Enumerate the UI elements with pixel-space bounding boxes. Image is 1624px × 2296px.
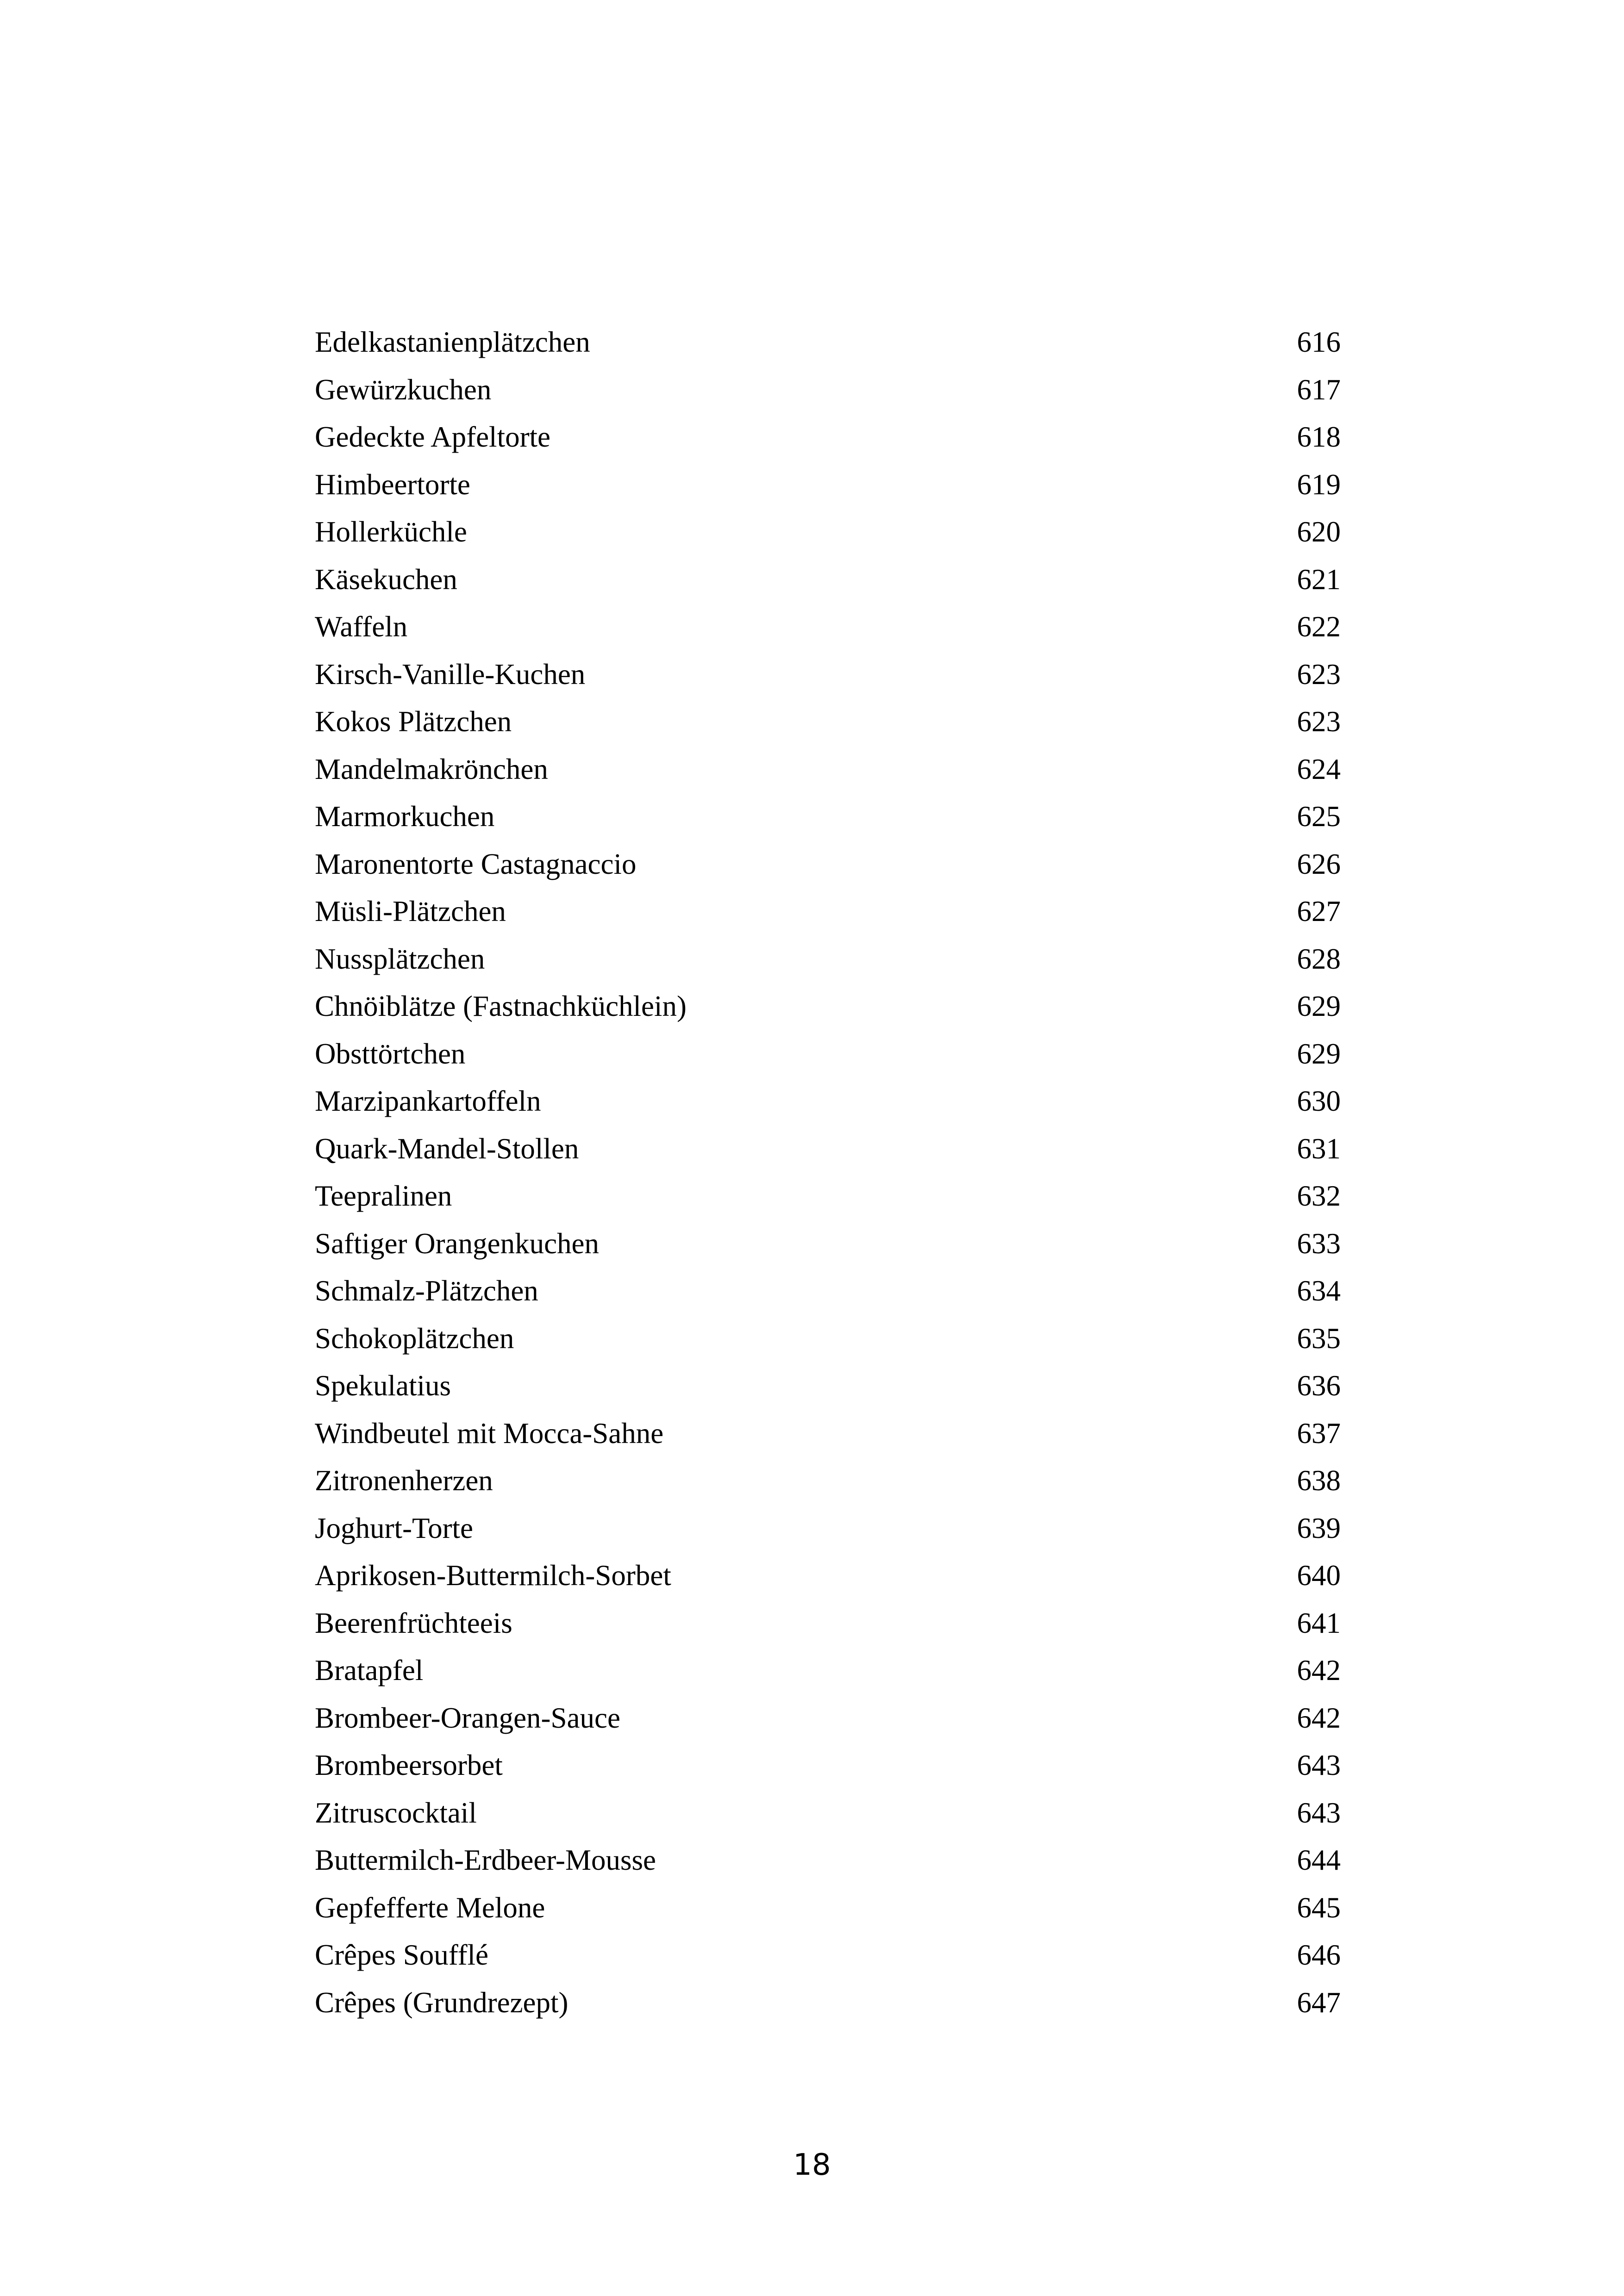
toc-entry-title: Gedeckte Apfeltorte: [315, 421, 551, 453]
toc-entry-page: 617: [1297, 373, 1341, 406]
toc-entry-title: Aprikosen-Buttermilch-Sorbet: [315, 1559, 671, 1592]
toc-entry-title: Käsekuchen: [315, 563, 457, 596]
toc-entry: [315, 1030, 1341, 1078]
toc-entry-page: 638: [1297, 1464, 1341, 1497]
toc-entry-title: Maronentorte Castagnaccio: [315, 847, 637, 880]
toc-entry-page: 645: [1297, 1891, 1341, 1924]
toc-entry-title: Quark-Mandel-Stollen: [315, 1132, 579, 1165]
toc-entry: [315, 366, 1341, 414]
toc-entry: [315, 1931, 1341, 1979]
toc-entry: [315, 1267, 1341, 1315]
toc-entry-page: 643: [1297, 1796, 1341, 1829]
toc-entry-page: 629: [1297, 990, 1341, 1022]
toc-entry-title: Waffeln: [315, 610, 408, 643]
toc-entry: [315, 793, 1341, 840]
toc-entry-page: 644: [1297, 1844, 1341, 1876]
toc-entry: [315, 1315, 1341, 1363]
table-of-contents: [315, 318, 1341, 2026]
toc-entry-page: 632: [1297, 1180, 1341, 1212]
toc-entry-page: 635: [1297, 1322, 1341, 1355]
toc-entry-page: 636: [1297, 1369, 1341, 1402]
toc-entry-page: 623: [1297, 658, 1341, 691]
toc-entry-title: Windbeutel mit Mocca-Sahne: [315, 1417, 664, 1450]
toc-entry-title: Kirsch-Vanille-Kuchen: [315, 658, 586, 691]
toc-entry-title: Kokos Plätzchen: [315, 705, 512, 738]
toc-entry-page: 618: [1297, 421, 1341, 453]
toc-entry: [315, 1362, 1341, 1410]
toc-entry: [315, 413, 1341, 461]
toc-entry: [315, 556, 1341, 604]
toc-entry-page: 642: [1297, 1654, 1341, 1686]
toc-entry-title: Zitruscocktail: [315, 1796, 477, 1829]
toc-entry-page: 616: [1297, 326, 1341, 358]
toc-entry: [315, 318, 1341, 366]
toc-entry-page: 625: [1297, 800, 1341, 833]
toc-entry-title: Buttermilch-Erdbeer-Mousse: [315, 1844, 656, 1876]
toc-entry: [315, 1979, 1341, 2027]
toc-entry-title: Zitronenherzen: [315, 1464, 493, 1497]
toc-entry: [315, 1077, 1341, 1125]
toc-entry-page: 627: [1297, 895, 1341, 927]
toc-entry-page: 643: [1297, 1749, 1341, 1781]
toc-entry-page: 642: [1297, 1701, 1341, 1734]
toc-entry-title: Brombeer-Orangen-Sauce: [315, 1701, 620, 1734]
toc-entry: [315, 1172, 1341, 1220]
toc-entry-page: 634: [1297, 1275, 1341, 1307]
toc-entry-page: 620: [1297, 516, 1341, 548]
toc-entry-title: Mandelmakrönchen: [315, 753, 548, 785]
toc-entry: [315, 698, 1341, 746]
toc-entry-page: 639: [1297, 1512, 1341, 1544]
toc-entry-title: Beerenfrüchteeis: [315, 1606, 512, 1639]
toc-entry-title: Teepralinen: [315, 1180, 452, 1212]
toc-entry-page: 631: [1297, 1132, 1341, 1165]
toc-entry: [315, 508, 1341, 556]
toc-entry-title: Gewürzkuchen: [315, 373, 492, 406]
toc-entry: [315, 888, 1341, 935]
toc-entry-title: Marzipankartoffeln: [315, 1085, 541, 1117]
toc-entry: [315, 935, 1341, 983]
toc-entry: [315, 1220, 1341, 1268]
toc-entry: [315, 1599, 1341, 1647]
toc-entry-title: Crêpes (Grundrezept): [315, 1986, 568, 2019]
toc-entry-page: 637: [1297, 1417, 1341, 1450]
toc-entry-title: Crêpes Soufflé: [315, 1939, 489, 1971]
toc-entry: [315, 461, 1341, 509]
toc-entry-title: Saftiger Orangenkuchen: [315, 1227, 600, 1260]
toc-entry-title: Hollerküchle: [315, 516, 467, 548]
toc-entry-page: 630: [1297, 1085, 1341, 1117]
toc-entry-page: 619: [1297, 468, 1341, 501]
toc-entry: [315, 840, 1341, 888]
toc-entry-title: Edelkastanienplätzchen: [315, 326, 590, 358]
toc-entry-page: 621: [1297, 563, 1341, 596]
toc-entry-title: Gepfefferte Melone: [315, 1891, 545, 1924]
toc-entry-title: Brombeersorbet: [315, 1749, 503, 1781]
toc-entry-page: 641: [1297, 1606, 1341, 1639]
toc-entry: [315, 983, 1341, 1030]
toc-entry-title: Chnöiblätze (Fastnachküchlein): [315, 990, 687, 1022]
toc-entry: [315, 1647, 1341, 1694]
toc-entry: [315, 1410, 1341, 1457]
toc-entry-page: 622: [1297, 610, 1341, 643]
toc-entry-page: 640: [1297, 1559, 1341, 1592]
toc-entry-title: Spekulatius: [315, 1369, 451, 1402]
toc-entry: [315, 1505, 1341, 1552]
toc-entry-page: 628: [1297, 942, 1341, 975]
toc-entry-title: Himbeertorte: [315, 468, 470, 501]
page-number: 18: [793, 2148, 831, 2182]
toc-entry-title: Joghurt-Torte: [315, 1512, 474, 1544]
toc-entry: [315, 651, 1341, 698]
toc-entry: [315, 1884, 1341, 1932]
toc-entry: [315, 603, 1341, 651]
toc-entry-page: 629: [1297, 1037, 1341, 1070]
toc-entry-page: 647: [1297, 1986, 1341, 2019]
toc-entry-title: Marmorkuchen: [315, 800, 495, 833]
toc-entry: [315, 1836, 1341, 1884]
toc-entry-title: Nussplätzchen: [315, 942, 485, 975]
toc-entry-title: Bratapfel: [315, 1654, 424, 1686]
toc-entry-page: 623: [1297, 705, 1341, 738]
toc-entry-page: 646: [1297, 1939, 1341, 1971]
toc-entry-page: 626: [1297, 847, 1341, 880]
toc-entry: [315, 1742, 1341, 1789]
toc-entry: [315, 1125, 1341, 1173]
toc-entry: [315, 746, 1341, 793]
toc-entry-title: Müsli-Plätzchen: [315, 895, 506, 927]
toc-entry: [315, 1789, 1341, 1837]
toc-entry-page: 624: [1297, 753, 1341, 785]
toc-entry: [315, 1552, 1341, 1599]
toc-entry-title: Obsttörtchen: [315, 1037, 466, 1070]
toc-entry-title: Schmalz-Plätzchen: [315, 1275, 538, 1307]
toc-entry: [315, 1457, 1341, 1505]
toc-entry: [315, 1694, 1341, 1742]
toc-entry-page: 633: [1297, 1227, 1341, 1260]
toc-entry-title: Schokoplätzchen: [315, 1322, 514, 1355]
